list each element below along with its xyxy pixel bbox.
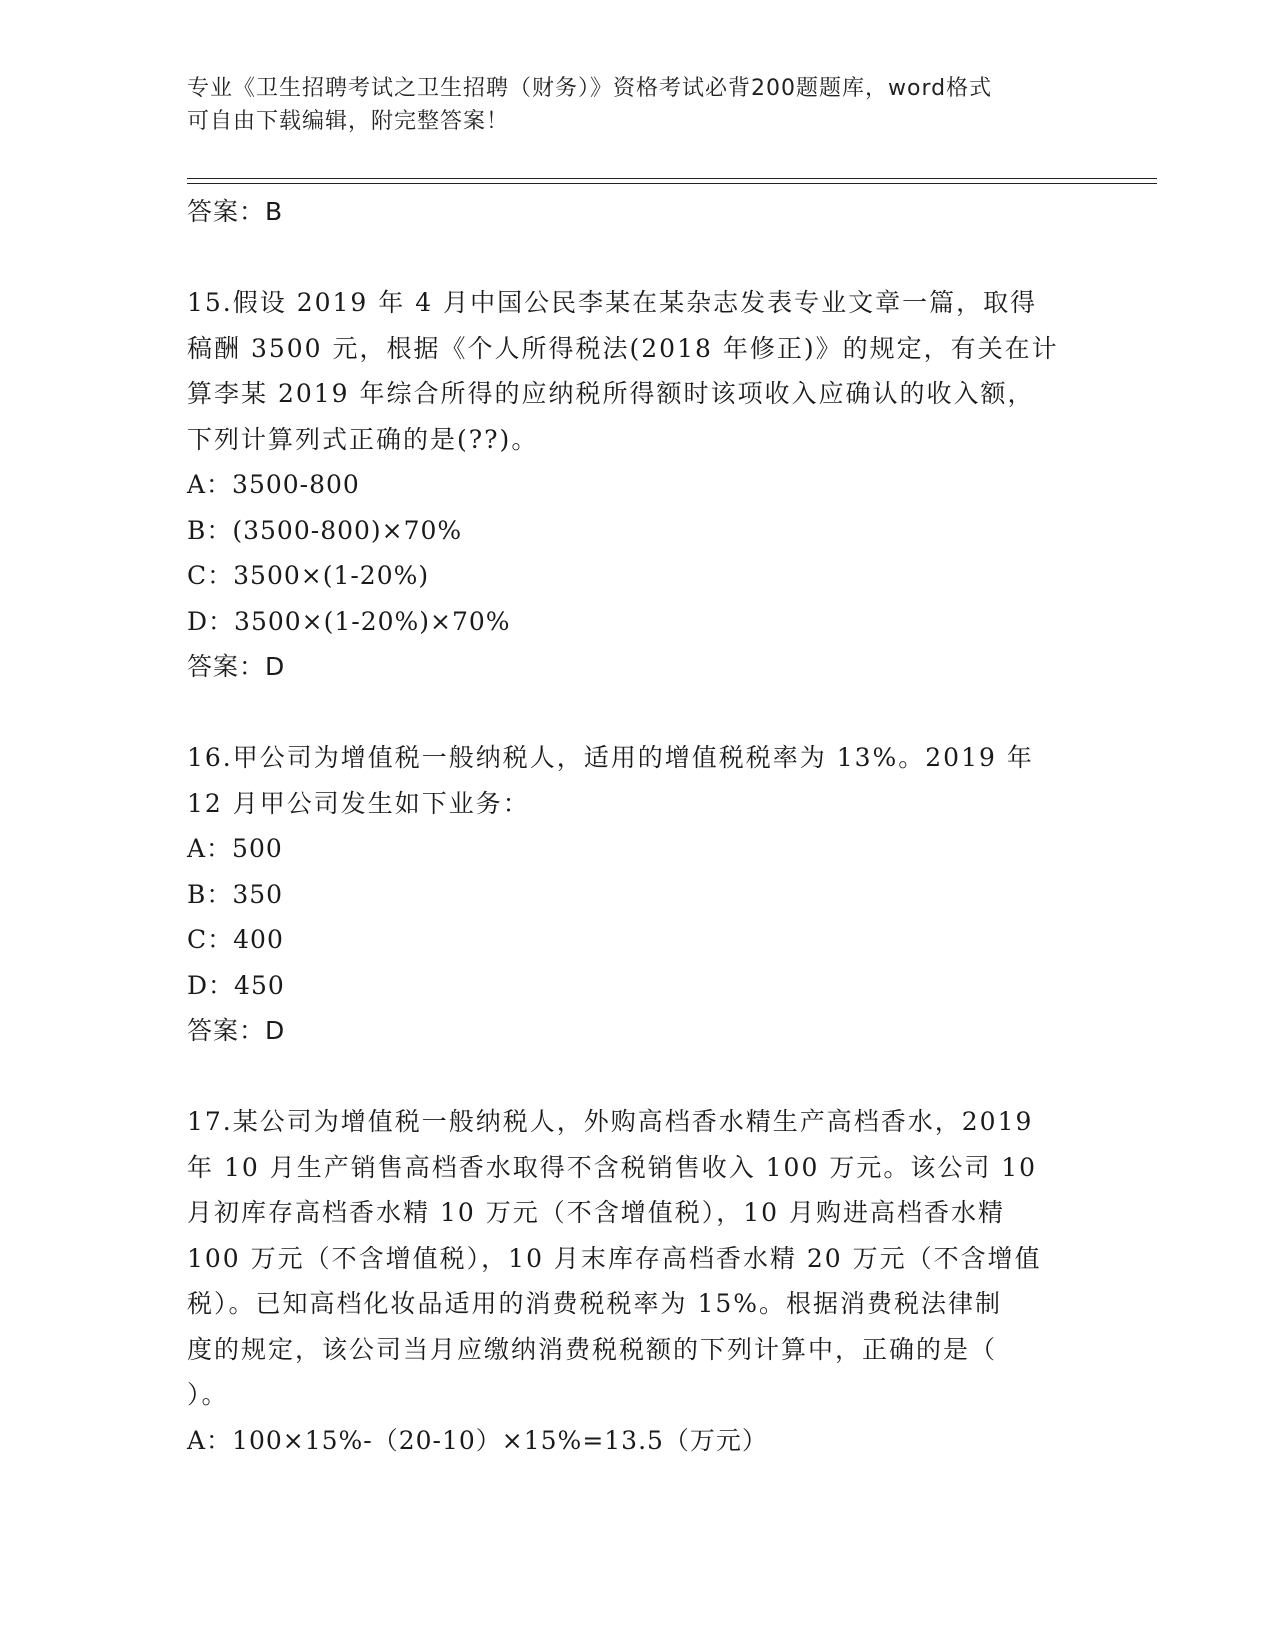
question-15-option-c: C：3500×(1-20%) xyxy=(187,561,430,590)
question-16-option-d: D：450 xyxy=(187,970,285,1000)
question-17-line-6: 度的规定，该公司当月应缴纳消费税税额的下列计算中，正确的是（ xyxy=(187,1334,998,1364)
question-16-line-1: 16.甲公司为增值税一般纳税人，适用的增值税税率为 13%。2019 年 xyxy=(187,743,1034,772)
question-15-line-2: 稿酬 3500 元，根据《个人所得税法(2018 年修正)》的规定，有关在计 xyxy=(187,333,1059,363)
question-17-line-3: 月初库存高档香水精 10 万元（不含增值税），10 月购进高档香水精 xyxy=(187,1198,1005,1227)
document-body xyxy=(187,189,1087,1463)
question-15-line-4: 下列计算列式正确的是(??)。 xyxy=(187,424,539,454)
question-15-option-b: B：(3500-800)×70% xyxy=(187,515,463,545)
question-17-option-a: A：100×15%-（20-10）×15%=13.5（万元） xyxy=(187,1425,768,1455)
question-17-line-7: ）。 xyxy=(187,1380,229,1409)
question-15-line-1: 15.假设 2019 年 4 月中国公民李某在某杂志发表专业文章一篇，取得 xyxy=(187,288,1038,317)
question-17-line-1: 17.某公司为增值税一般纳税人，外购高档香水精生产高档香水，2019 xyxy=(187,1107,1034,1136)
spacer xyxy=(187,235,1087,281)
question-16-option-c: C：400 xyxy=(187,925,284,954)
question-17-line-2: 年 10 月生产销售高档香水取得不含税销售收入 100 万元。该公司 10 xyxy=(187,1152,1038,1182)
header-line-2: 可自由下载编辑，附完整答案！ xyxy=(187,109,510,134)
question-16-option-a: A：500 xyxy=(187,834,283,863)
page-header xyxy=(187,72,1067,138)
question-15-option-a: A：3500-800 xyxy=(187,470,360,499)
header-rule-bottom xyxy=(187,183,1157,184)
question-17-line-4: 100 万元（不含增值税），10 月末库存高档香水精 20 万元（不含增值 xyxy=(187,1243,1042,1273)
question-17 xyxy=(187,1099,1087,1463)
question-16-line-2: 12 月甲公司发生如下业务： xyxy=(187,788,530,818)
question-15-option-d: D：3500×(1-20%)×70% xyxy=(187,606,511,636)
header-rule-top xyxy=(187,178,1157,179)
question-16-answer: 答案：D xyxy=(187,1016,286,1045)
question-17-line-5: 税）。已知高档化妆品适用的消费税税率为 15%。根据消费税法律制 xyxy=(187,1289,1003,1318)
spacer xyxy=(187,690,1087,736)
question-16 xyxy=(187,735,1087,1054)
question-15 xyxy=(187,280,1087,690)
header-line-1: 专业《卫生招聘考试之卫生招聘（财务）》资格考试必背200题题库，word格式 xyxy=(187,76,993,101)
spacer xyxy=(187,1054,1087,1100)
answer-previous: 答案：B xyxy=(187,197,284,226)
question-16-option-b: B：350 xyxy=(187,879,284,909)
question-15-answer: 答案：D xyxy=(187,652,286,681)
question-15-line-3: 算李某 2019 年综合所得的应纳税所得额时该项收入应确认的收入额， xyxy=(187,379,1035,408)
